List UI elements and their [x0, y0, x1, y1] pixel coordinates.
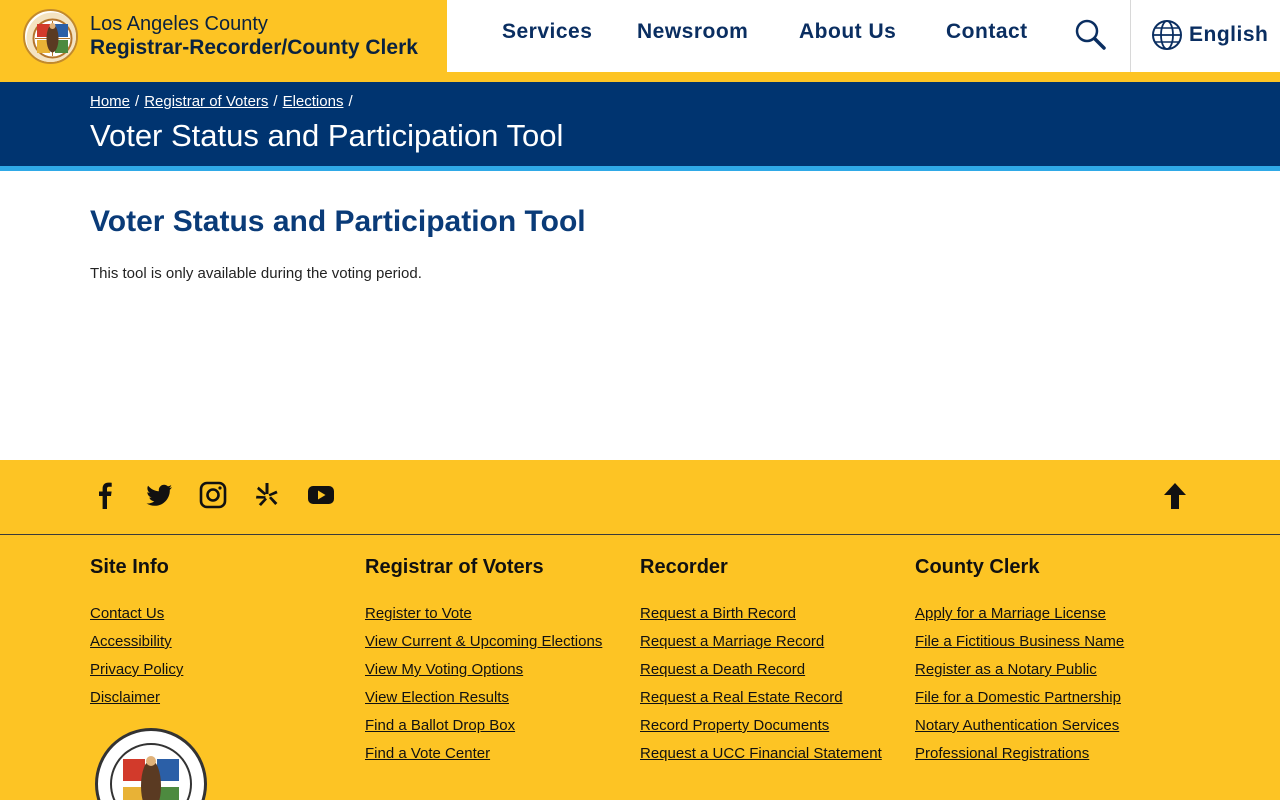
footer-link-accessibility[interactable]: Accessibility	[90, 633, 172, 650]
site-footer	[0, 460, 1280, 800]
footer-column-recorder	[640, 556, 882, 772]
footer-link-ballot-drop-box[interactable]: Find a Ballot Drop Box	[365, 717, 516, 734]
footer-link-marriage-license[interactable]: Apply for a Marriage License	[915, 605, 1106, 622]
search-icon	[1073, 17, 1109, 53]
footer-column-title: County Clerk	[915, 556, 1040, 578]
nav-about-us[interactable]: About Us	[799, 20, 897, 43]
brand-line-county: Los Angeles County	[90, 13, 268, 35]
brand[interactable]	[0, 0, 447, 72]
footer-link-birth-record[interactable]: Request a Birth Record	[640, 605, 796, 622]
availability-message: This tool is only available during the voting period.	[90, 265, 422, 282]
main-nav	[447, 0, 1280, 72]
brand-text	[90, 12, 418, 60]
social-links	[90, 480, 360, 510]
nav-divider	[1130, 0, 1131, 72]
breadcrumb-separator: /	[135, 93, 140, 110]
back-to-top-button[interactable]	[1162, 482, 1188, 510]
search-button[interactable]	[1073, 17, 1109, 53]
footer-link-ucc-statement[interactable]: Request a UCC Financial Statement	[640, 745, 882, 762]
footer-link-domestic-partnership[interactable]: File for a Domestic Partnership	[915, 689, 1121, 706]
footer-link-death-record[interactable]: Request a Death Record	[640, 661, 806, 678]
footer-column-title: Registrar of Voters	[365, 556, 544, 578]
footer-column-title: Site Info	[90, 556, 169, 578]
breadcrumb	[90, 93, 358, 110]
footer-link-register-to-vote[interactable]: Register to Vote	[365, 605, 472, 622]
registrar-seal-logo	[95, 728, 207, 800]
language-selector[interactable]	[1151, 18, 1268, 52]
footer-column-county-clerk	[915, 556, 1124, 772]
band-accent-stripe	[0, 166, 1280, 171]
footer-link-election-results[interactable]: View Election Results	[365, 689, 509, 706]
language-label: English	[1189, 23, 1269, 46]
footer-link-voting-options[interactable]: View My Voting Options	[365, 661, 524, 678]
nav-contact[interactable]: Contact	[946, 20, 1028, 43]
instagram-icon	[199, 481, 227, 509]
instagram-link[interactable]	[198, 480, 228, 510]
twitter-icon	[145, 481, 173, 509]
breadcrumb-separator: /	[348, 93, 353, 110]
breadcrumb-elections[interactable]: Elections	[282, 93, 344, 110]
footer-divider	[0, 534, 1280, 535]
footer-link-marriage-record[interactable]: Request a Marriage Record	[640, 633, 825, 650]
youtube-link[interactable]	[306, 480, 336, 510]
brand-line-department: Registrar-Recorder/County Clerk	[90, 36, 418, 59]
footer-column-site-info	[90, 556, 183, 716]
band-title: Voter Status and Participation Tool	[90, 118, 564, 153]
footer-link-disclaimer[interactable]: Disclaimer	[90, 689, 161, 706]
footer-column-registrar-of-voters	[365, 556, 602, 772]
footer-link-current-elections[interactable]: View Current & Upcoming Elections	[365, 633, 603, 650]
footer-link-notary-public[interactable]: Register as a Notary Public	[915, 661, 1097, 678]
page-title: Voter Status and Participation Tool	[90, 205, 586, 238]
footer-link-contact-us[interactable]: Contact Us	[90, 605, 165, 622]
breadcrumb-registrar-of-voters[interactable]: Registrar of Voters	[144, 93, 269, 110]
arrow-up-icon	[1162, 482, 1188, 510]
footer-link-fictitious-business-name[interactable]: File a Fictitious Business Name	[915, 633, 1125, 650]
nav-newsroom[interactable]: Newsroom	[637, 20, 749, 43]
yelp-link[interactable]	[252, 480, 282, 510]
footer-link-vote-center[interactable]: Find a Vote Center	[365, 745, 491, 762]
yelp-icon	[253, 481, 281, 509]
footer-link-privacy-policy[interactable]: Privacy Policy	[90, 661, 184, 678]
youtube-icon	[307, 481, 335, 509]
nav-services[interactable]: Services	[502, 20, 593, 43]
facebook-icon	[91, 481, 119, 509]
globe-icon	[1151, 19, 1183, 51]
breadcrumb-separator: /	[273, 93, 278, 110]
facebook-link[interactable]	[90, 480, 120, 510]
page-title-band	[0, 82, 1280, 166]
county-seal-logo	[23, 9, 78, 64]
twitter-link[interactable]	[144, 480, 174, 510]
footer-link-professional-registrations[interactable]: Professional Registrations	[915, 745, 1090, 762]
breadcrumb-home[interactable]: Home	[90, 93, 131, 110]
footer-link-property-documents[interactable]: Record Property Documents	[640, 717, 830, 734]
site-header	[0, 0, 1280, 82]
footer-link-real-estate-record[interactable]: Request a Real Estate Record	[640, 689, 843, 706]
footer-column-title: Recorder	[640, 556, 728, 578]
footer-link-notary-authentication[interactable]: Notary Authentication Services	[915, 717, 1120, 734]
